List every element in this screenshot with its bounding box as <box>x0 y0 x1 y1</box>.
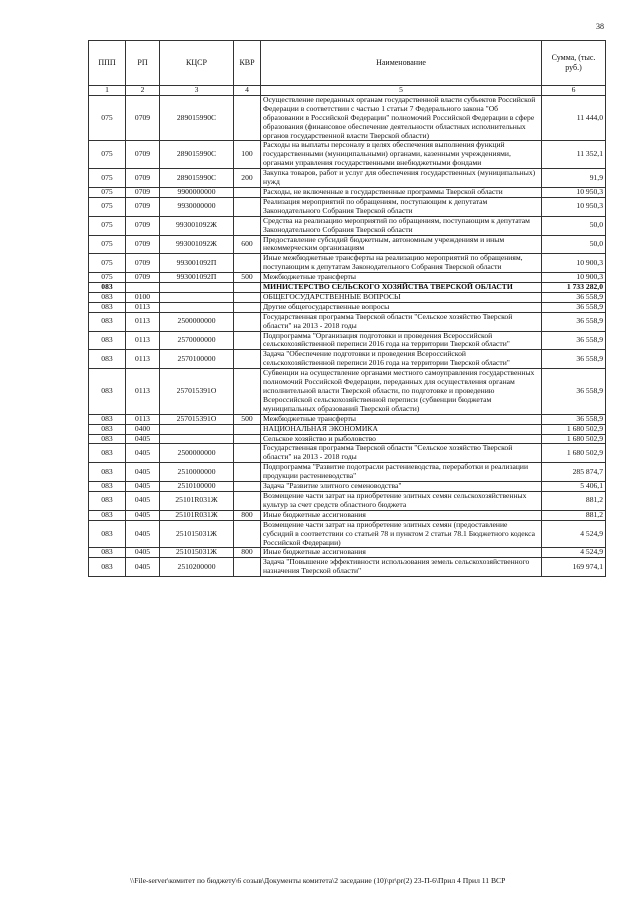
header-kcsr: КЦСР <box>160 41 234 86</box>
cell-kcsr: 2510200000 <box>160 558 234 577</box>
cell-kvr <box>234 187 261 197</box>
cell-ppp: 083 <box>89 520 126 548</box>
cell-rp: 0405 <box>126 482 160 492</box>
table-row <box>89 369 606 415</box>
cell-rp: 0113 <box>126 312 160 331</box>
header-sum: Сумма, (тыс. руб.) <box>542 41 606 86</box>
cell-ppp: 083 <box>89 424 126 434</box>
cell-kcsr: 25101R031Ж <box>160 510 234 520</box>
cell-kvr <box>234 369 261 415</box>
cell-kcsr <box>160 292 234 302</box>
cell-rp: 0405 <box>126 491 160 510</box>
cell-kcsr: 993001092П <box>160 273 234 283</box>
cell-kcsr: 257015391О <box>160 414 234 424</box>
cell-kvr <box>234 482 261 492</box>
cell-name: ОБЩЕГОСУДАРСТВЕННЫЕ ВОПРОСЫ <box>261 292 542 302</box>
cell-kcsr <box>160 302 234 312</box>
cell-ppp: 083 <box>89 491 126 510</box>
cell-name: Межбюджетные трансферты <box>261 273 542 283</box>
cell-sum: 36 558,9 <box>542 312 606 331</box>
cell-kvr <box>234 434 261 444</box>
cell-rp: 0113 <box>126 414 160 424</box>
cell-name: Сельское хозяйство и рыболовство <box>261 434 542 444</box>
cell-ppp: 075 <box>89 187 126 197</box>
cell-name: Средства на реализацию мероприятий по обращениям, поступающим к депутатам Законодательного Собрания Тверской области <box>261 216 542 235</box>
cell-sum: 5 406,1 <box>542 482 606 492</box>
cell-name: Реализация мероприятий по обращениям, поступающим к депутатам Законодательного Собрания Тверской области <box>261 197 542 216</box>
cell-name: Задача "Обеспечение подготовки и проведения Всероссийской сельскохозяйственной переписи 2016 года на территории Тверской области" <box>261 350 542 369</box>
cell-name: Подпрограмма "Организация подготовки и проведения Всероссийской сельскохозяйственной переписи 2016 года на территории Тверской области" <box>261 331 542 350</box>
table-row <box>89 197 606 216</box>
cell-kcsr: 9930000000 <box>160 197 234 216</box>
cell-rp: 0113 <box>126 369 160 415</box>
cell-rp: 0709 <box>126 254 160 273</box>
cell-name: Закупка товаров, работ и услуг для обеспечения государственных (муниципальных) нужд <box>261 169 542 188</box>
cell-sum: 10 900,3 <box>542 254 606 273</box>
cell-kcsr: 289015990С <box>160 95 234 141</box>
cell-name: Субвенции на осуществление органами местного самоуправления государственных полномочий Российской Федерации, переданных для осуществления органам исполнительной власти Тверской области, по подготовке и проведению Всероссийской сельскохозяйственной переписи (субвенции бюджетам муниципальных образований Тверской области) <box>261 369 542 415</box>
cell-name: Иные межбюджетные трансферты на реализацию мероприятий по обращениям, поступающим к депутатам Законодательного Собрания Тверской области <box>261 254 542 273</box>
cell-rp: 0709 <box>126 95 160 141</box>
file-path-footer: \\File-server\комитет по бюджету\6 созыв\Документы комитета\2 заседание (10)\pr\pr(2) 23-П-6\Прил 4 Прил 11 ВСР <box>130 876 506 885</box>
cell-rp: 0709 <box>126 197 160 216</box>
cell-name: Задача "Повышение эффективности использования земель сельскохозяйственного назначения Тверской области" <box>261 558 542 577</box>
table-row <box>89 558 606 577</box>
budget-table <box>88 40 606 577</box>
cell-kcsr: 2500000000 <box>160 312 234 331</box>
cell-ppp: 083 <box>89 369 126 415</box>
table-row <box>89 463 606 482</box>
cell-ppp: 075 <box>89 197 126 216</box>
cell-kcsr <box>160 424 234 434</box>
cell-ppp: 083 <box>89 510 126 520</box>
cell-rp: 0709 <box>126 216 160 235</box>
cell-kvr: 500 <box>234 273 261 283</box>
cell-rp: 0405 <box>126 463 160 482</box>
cell-ppp: 083 <box>89 434 126 444</box>
table-row <box>89 169 606 188</box>
cell-name: МИНИСТЕРСТВО СЕЛЬСКОГО ХОЗЯЙСТВА ТВЕРСКОЙ ОБЛАСТИ <box>261 283 542 293</box>
cell-kvr <box>234 491 261 510</box>
cell-rp: 0405 <box>126 548 160 558</box>
header-rp: РП <box>126 41 160 86</box>
cell-kvr <box>234 424 261 434</box>
cell-sum: 1 680 502,9 <box>542 424 606 434</box>
cell-name: Осуществление переданных органам государственной власти субъектов Российской Федерации в соответствии с частью 1 статьи 7 Федерального закона "Об образовании в Российской Федерации" полномочий Российской Федерации в сфере образования (финансовое обеспечение деятельности областных исполнительных органов государственной власти Тверской области) <box>261 95 542 141</box>
table-row <box>89 510 606 520</box>
cell-ppp: 083 <box>89 283 126 293</box>
cell-rp: 0405 <box>126 520 160 548</box>
table-row <box>89 520 606 548</box>
cell-rp: 0100 <box>126 292 160 302</box>
cell-rp: 0113 <box>126 331 160 350</box>
cell-kcsr: 257015391О <box>160 369 234 415</box>
cell-sum: 10 950,3 <box>542 187 606 197</box>
cell-ppp: 083 <box>89 482 126 492</box>
table-row <box>89 424 606 434</box>
header-row <box>89 41 606 86</box>
cell-sum: 91,9 <box>542 169 606 188</box>
cell-kvr: 100 <box>234 141 261 169</box>
cell-kcsr <box>160 434 234 444</box>
cell-name: Иные бюджетные ассигнования <box>261 510 542 520</box>
cell-name: Государственная программа Тверской области "Сельское хозяйство Тверской области" на 2013 - 2018 годы <box>261 444 542 463</box>
header-ppp: ППП <box>89 41 126 86</box>
cell-sum: 36 558,9 <box>542 331 606 350</box>
cell-kvr <box>234 520 261 548</box>
cell-name: Предоставление субсидий бюджетным, автономным учреждениям и иным некоммерческим организациям <box>261 235 542 254</box>
cell-kvr <box>234 558 261 577</box>
cell-ppp: 075 <box>89 273 126 283</box>
cell-kvr <box>234 350 261 369</box>
cell-kvr: 800 <box>234 548 261 558</box>
cell-rp: 0709 <box>126 235 160 254</box>
cell-ppp: 083 <box>89 331 126 350</box>
cell-name: Расходы на выплаты персоналу в целях обеспечения выполнения функций государственными (муниципальными) органами, казенными учреждениями, органами управления государственными внебюджетными фондами <box>261 141 542 169</box>
table-row <box>89 482 606 492</box>
cell-sum: 36 558,9 <box>542 369 606 415</box>
cell-name: Иные бюджетные ассигнования <box>261 548 542 558</box>
cell-kcsr: 9900000000 <box>160 187 234 197</box>
column-number: 5 <box>261 86 542 96</box>
cell-rp: 0113 <box>126 350 160 369</box>
cell-kvr: 600 <box>234 235 261 254</box>
page-number: 38 <box>596 22 604 31</box>
table-row <box>89 254 606 273</box>
cell-rp: 0709 <box>126 187 160 197</box>
cell-sum: 36 558,9 <box>542 292 606 302</box>
cell-name: Государственная программа Тверской области "Сельское хозяйство Тверской области" на 2013 - 2018 годы <box>261 312 542 331</box>
cell-kcsr: 2510100000 <box>160 482 234 492</box>
cell-ppp: 083 <box>89 350 126 369</box>
cell-sum: 36 558,9 <box>542 350 606 369</box>
cell-sum: 285 874,7 <box>542 463 606 482</box>
table-row <box>89 141 606 169</box>
cell-sum: 11 444,0 <box>542 95 606 141</box>
cell-kvr <box>234 444 261 463</box>
cell-sum: 4 524,9 <box>542 548 606 558</box>
cell-kcsr: 251015031Ж <box>160 548 234 558</box>
cell-kcsr: 2570000000 <box>160 331 234 350</box>
cell-rp: 0709 <box>126 273 160 283</box>
cell-rp: 0400 <box>126 424 160 434</box>
cell-ppp: 083 <box>89 463 126 482</box>
table-row <box>89 312 606 331</box>
cell-ppp: 075 <box>89 141 126 169</box>
cell-ppp: 083 <box>89 444 126 463</box>
table-row <box>89 302 606 312</box>
table-row <box>89 273 606 283</box>
cell-rp: 0405 <box>126 434 160 444</box>
table-row <box>89 414 606 424</box>
cell-kvr <box>234 254 261 273</box>
cell-sum: 881,2 <box>542 491 606 510</box>
cell-sum: 1 733 282,0 <box>542 283 606 293</box>
cell-kvr <box>234 331 261 350</box>
cell-ppp: 075 <box>89 95 126 141</box>
cell-name: Другие общегосударственные вопросы <box>261 302 542 312</box>
cell-sum: 10 900,3 <box>542 273 606 283</box>
cell-ppp: 083 <box>89 302 126 312</box>
cell-rp <box>126 283 160 293</box>
column-number: 3 <box>160 86 234 96</box>
table-row <box>89 187 606 197</box>
cell-rp: 0405 <box>126 510 160 520</box>
cell-name: Межбюджетные трансферты <box>261 414 542 424</box>
cell-kvr <box>234 312 261 331</box>
column-number: 2 <box>126 86 160 96</box>
cell-kvr <box>234 95 261 141</box>
cell-name: Подпрограмма "Развитие подотрасли растениеводства, переработки и реализации продукции растениеводства" <box>261 463 542 482</box>
cell-kvr: 500 <box>234 414 261 424</box>
cell-kcsr: 993001092П <box>160 254 234 273</box>
cell-ppp: 083 <box>89 414 126 424</box>
column-number: 4 <box>234 86 261 96</box>
cell-kvr: 800 <box>234 510 261 520</box>
cell-name: НАЦИОНАЛЬНАЯ ЭКОНОМИКА <box>261 424 542 434</box>
header-kvr: КВР <box>234 41 261 86</box>
cell-kvr <box>234 292 261 302</box>
table-row <box>89 548 606 558</box>
table-row <box>89 350 606 369</box>
cell-name: Задача "Развитие элитного семеноводства" <box>261 482 542 492</box>
cell-sum: 50,0 <box>542 235 606 254</box>
cell-kcsr: 289015990С <box>160 169 234 188</box>
cell-kvr: 200 <box>234 169 261 188</box>
cell-ppp: 075 <box>89 169 126 188</box>
table-row <box>89 283 606 293</box>
cell-kcsr: 2500000000 <box>160 444 234 463</box>
cell-rp: 0405 <box>126 444 160 463</box>
cell-name: Возмещение части затрат на приобретение элитных семян сельскохозяйственных культур за счет средств областного бюджета <box>261 491 542 510</box>
cell-ppp: 075 <box>89 216 126 235</box>
cell-kcsr: 2510000000 <box>160 463 234 482</box>
cell-ppp: 075 <box>89 254 126 273</box>
cell-rp: 0113 <box>126 302 160 312</box>
table-row <box>89 216 606 235</box>
cell-kcsr: 25101R031Ж <box>160 491 234 510</box>
table-row <box>89 95 606 141</box>
cell-sum: 36 558,9 <box>542 302 606 312</box>
cell-kcsr: 251015031Ж <box>160 520 234 548</box>
cell-kcsr <box>160 283 234 293</box>
column-number-row <box>89 86 606 96</box>
cell-sum: 10 950,3 <box>542 197 606 216</box>
table-row <box>89 434 606 444</box>
cell-kvr <box>234 463 261 482</box>
cell-rp: 0405 <box>126 558 160 577</box>
cell-ppp: 083 <box>89 292 126 302</box>
cell-kvr <box>234 216 261 235</box>
cell-name: Расходы, не включенные в государственные программы Тверской области <box>261 187 542 197</box>
cell-ppp: 075 <box>89 235 126 254</box>
table-row <box>89 235 606 254</box>
cell-sum: 11 352,1 <box>542 141 606 169</box>
cell-rp: 0709 <box>126 169 160 188</box>
table-row <box>89 444 606 463</box>
cell-sum: 881,2 <box>542 510 606 520</box>
cell-sum: 169 974,1 <box>542 558 606 577</box>
table-row <box>89 491 606 510</box>
cell-kcsr: 2570100000 <box>160 350 234 369</box>
table-row <box>89 292 606 302</box>
cell-rp: 0709 <box>126 141 160 169</box>
cell-kvr <box>234 302 261 312</box>
cell-kvr <box>234 197 261 216</box>
cell-sum: 50,0 <box>542 216 606 235</box>
cell-sum: 1 680 502,9 <box>542 434 606 444</box>
cell-sum: 36 558,9 <box>542 414 606 424</box>
cell-kcsr: 289015990С <box>160 141 234 169</box>
cell-ppp: 083 <box>89 548 126 558</box>
column-number: 6 <box>542 86 606 96</box>
cell-sum: 1 680 502,9 <box>542 444 606 463</box>
header-name: Наименование <box>261 41 542 86</box>
cell-kcsr: 993001092Ж <box>160 216 234 235</box>
cell-sum: 4 524,9 <box>542 520 606 548</box>
column-number: 1 <box>89 86 126 96</box>
table-row <box>89 331 606 350</box>
cell-kvr <box>234 283 261 293</box>
cell-ppp: 083 <box>89 558 126 577</box>
cell-name: Возмещение части затрат на приобретение элитных семян (предоставление субсидий в соответствии со статьей 78 и пунктом 2 статьи 78.1 Бюджетного кодекса Российской Федерации) <box>261 520 542 548</box>
cell-kcsr: 993001092Ж <box>160 235 234 254</box>
cell-ppp: 083 <box>89 312 126 331</box>
